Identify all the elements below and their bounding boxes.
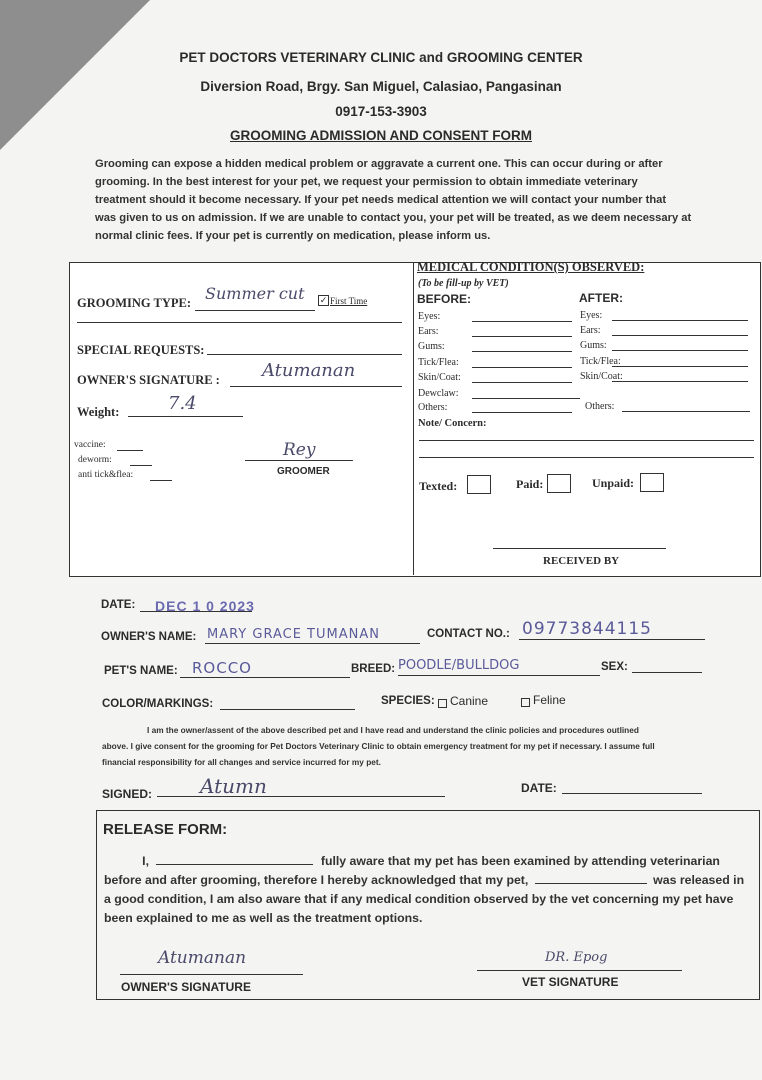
before-item-label: Others: xyxy=(418,402,448,413)
vet-signature-label: VET SIGNATURE xyxy=(522,975,619,989)
intro-line: was given to us on admission. If we are unable to contact you, your pet will be treated, as we deem necessary at xyxy=(95,212,692,224)
release-pet-blank[interactable] xyxy=(535,871,647,884)
signed-date-label: DATE: xyxy=(521,781,557,795)
owner-signature-line xyxy=(230,386,402,387)
special-requests-label: SPECIAL REQUESTS: xyxy=(77,343,205,357)
feline-label: Feline xyxy=(533,693,566,707)
owner-signature-label: OWNER'S SIGNATURE : xyxy=(77,373,220,387)
after-item-label: Gums: xyxy=(580,340,607,351)
clinic-address: Diversion Road, Brgy. San Miguel, Calasiao, Pangasinan xyxy=(200,79,562,94)
first-time-label: First Time xyxy=(330,296,368,306)
groomer-line xyxy=(245,460,353,461)
intro-line: normal clinic fees. If your pet is currently on medication, please inform us. xyxy=(95,230,491,242)
before-item-line[interactable] xyxy=(472,382,572,383)
breed-line xyxy=(398,675,600,676)
consent-line: I am the owner/assent of the above described pet and I have read and understand the clinic policies and procedures outlined xyxy=(147,725,639,735)
before-item-label: Dewclaw: xyxy=(418,388,459,399)
contact-value[interactable]: 09773844115 xyxy=(522,619,652,639)
after-item-line[interactable] xyxy=(612,381,748,382)
release-paragraph xyxy=(104,852,756,928)
release-line-4: been explained to me as well as the treatment options. xyxy=(104,911,423,925)
note-line-1[interactable] xyxy=(419,440,754,441)
form-title: GROOMING ADMISSION AND CONSENT FORM xyxy=(230,128,532,143)
consent-line: financial responsibility for all changes and service incurred for my pet. xyxy=(102,757,381,767)
sex-line[interactable] xyxy=(632,672,702,673)
first-time-checkbox[interactable]: ✓ xyxy=(319,295,328,305)
weight-line xyxy=(128,416,243,417)
after-item-line[interactable] xyxy=(612,335,748,336)
date-stamp[interactable]: DEC 1 0 2023 xyxy=(155,598,255,614)
after-item-label: Skin/Coat: xyxy=(580,371,623,382)
after-item-label: Others: xyxy=(585,401,615,412)
unpaid-label: Unpaid: xyxy=(592,476,635,490)
owner-name-value[interactable]: MARY GRACE TUMANAN xyxy=(207,627,380,642)
date-label: DATE: xyxy=(101,599,136,611)
groomer-name[interactable]: Rey xyxy=(283,440,316,460)
texted-checkbox[interactable] xyxy=(467,475,491,494)
medical-subtitle: (To be fill-up by VET) xyxy=(418,278,509,289)
before-item-line[interactable] xyxy=(472,321,572,322)
weight-label: Weight: xyxy=(77,405,120,419)
before-item-label: Gums: xyxy=(418,341,445,352)
breed-value[interactable]: POODLE/BULLDOG xyxy=(398,658,520,673)
vet-signature-line xyxy=(477,970,682,971)
release-line-2: before and after grooming, therefore I hereby acknowledged that my pet, was released in xyxy=(104,873,745,887)
clinic-name: PET DOCTORS VETERINARY CLINIC and GROOMING CENTER xyxy=(179,50,583,65)
after-item-label: Ears: xyxy=(580,325,601,336)
special-requests-line[interactable] xyxy=(207,354,402,355)
weight-value[interactable]: 7.4 xyxy=(168,393,197,414)
intro-line: Grooming can expose a hidden medical problem or aggravate a current one. This can occur during or after xyxy=(95,158,663,170)
pet-name-value[interactable]: ROCCO xyxy=(192,659,252,677)
grooming-type-line xyxy=(195,310,315,311)
pet-name-label: PET'S NAME: xyxy=(104,665,178,677)
contact-label: CONTACT NO.: xyxy=(427,628,510,640)
unpaid-checkbox[interactable] xyxy=(640,473,664,492)
release-name-blank[interactable] xyxy=(156,852,313,865)
grooming-type-value[interactable]: Summer cut xyxy=(205,284,305,303)
before-item-line[interactable] xyxy=(472,336,572,337)
owner-name-label: OWNER'S NAME: xyxy=(101,631,197,643)
owner-name-line xyxy=(205,643,420,644)
before-item-line[interactable] xyxy=(472,351,572,352)
clinic-phone: 0917-153-3903 xyxy=(335,104,427,119)
vaccine-line xyxy=(117,450,143,451)
grooming-type-line-2 xyxy=(77,322,402,323)
vaccine-label: vaccine: xyxy=(74,440,106,450)
intro-line: treatment should it become necessary. If your pet needs medical attention we will contact your number that xyxy=(95,194,667,206)
received-by-label: RECEIVED BY xyxy=(543,555,620,567)
anti-tick-label: anti tick&flea: xyxy=(78,470,134,480)
before-item-line[interactable] xyxy=(472,398,580,399)
signed-signature[interactable]: Atumn xyxy=(200,774,267,798)
after-item-line[interactable] xyxy=(622,411,750,412)
release-line-3: a good condition, I am also aware that if any medical condition observed by the vet concerning my pet have xyxy=(104,892,734,906)
after-item-label: Eyes: xyxy=(580,310,603,321)
owner-signature-value[interactable]: Atumanan xyxy=(262,360,356,381)
before-item-line[interactable] xyxy=(472,367,572,368)
signed-label: SIGNED: xyxy=(102,787,153,801)
after-item-label: Tick/Flea: xyxy=(580,356,621,367)
signed-date-line[interactable] xyxy=(562,793,702,794)
intro-line: grooming. In the best interest for your pet, we request your permission to obtain immediate veterinary xyxy=(95,176,638,188)
note-label: Note/ Concern: xyxy=(418,418,487,429)
consent-line: above. I give consent for the grooming for Pet Doctors Veterinary Clinic to obtain emergency treatment for my pet if necessary. I assume full xyxy=(102,741,655,751)
deworm-line xyxy=(130,465,152,466)
received-by-line xyxy=(493,548,666,549)
paid-checkbox[interactable] xyxy=(547,474,571,493)
species-label: SPECIES: xyxy=(381,695,435,707)
pet-name-line xyxy=(180,677,350,678)
groomer-label: GROOMER xyxy=(277,466,330,477)
before-item-label: Tick/Flea: xyxy=(418,357,459,368)
sex-label: SEX: xyxy=(601,661,628,673)
release-line-1: I, fully aware that my pet has been examined by attending veterinarian xyxy=(142,854,720,868)
deworm-label: deworm: xyxy=(78,455,112,465)
after-item-line[interactable] xyxy=(612,320,748,321)
color-line[interactable] xyxy=(220,709,355,710)
color-label: COLOR/MARKINGS: xyxy=(102,698,214,710)
release-owner-label: OWNER'S SIGNATURE xyxy=(121,980,251,994)
texted-label: Texted: xyxy=(419,479,458,493)
canine-label: Canine xyxy=(450,694,489,708)
contact-line xyxy=(519,639,705,640)
note-line-2[interactable] xyxy=(419,457,754,458)
intro-paragraph xyxy=(95,155,705,245)
anti-tick-line xyxy=(150,480,172,481)
paid-label: Paid: xyxy=(516,477,544,491)
release-owner-signature[interactable]: Atumanan xyxy=(158,948,247,968)
after-item-line[interactable] xyxy=(612,350,748,351)
before-item-label: Ears: xyxy=(418,326,439,337)
medical-title: MEDICAL CONDITION(S) OBSERVED: xyxy=(417,260,645,274)
before-item-label: Eyes: xyxy=(418,311,441,322)
feline-checkbox[interactable] xyxy=(521,698,530,707)
before-item-label: Skin/Coat: xyxy=(418,372,461,383)
release-owner-line xyxy=(120,974,303,975)
column-divider xyxy=(413,262,414,575)
canine-checkbox[interactable] xyxy=(438,699,447,708)
grooming-type-label: GROOMING TYPE: xyxy=(77,296,192,310)
consent-paragraph xyxy=(102,722,712,770)
breed-label: BREED: xyxy=(351,663,396,675)
vet-signature-value[interactable]: DR. Epog xyxy=(545,950,608,965)
before-item-line[interactable] xyxy=(472,412,572,413)
after-label: AFTER: xyxy=(579,291,623,305)
release-title: RELEASE FORM: xyxy=(103,821,228,838)
after-item-line[interactable] xyxy=(612,366,748,367)
before-label: BEFORE: xyxy=(417,292,471,306)
